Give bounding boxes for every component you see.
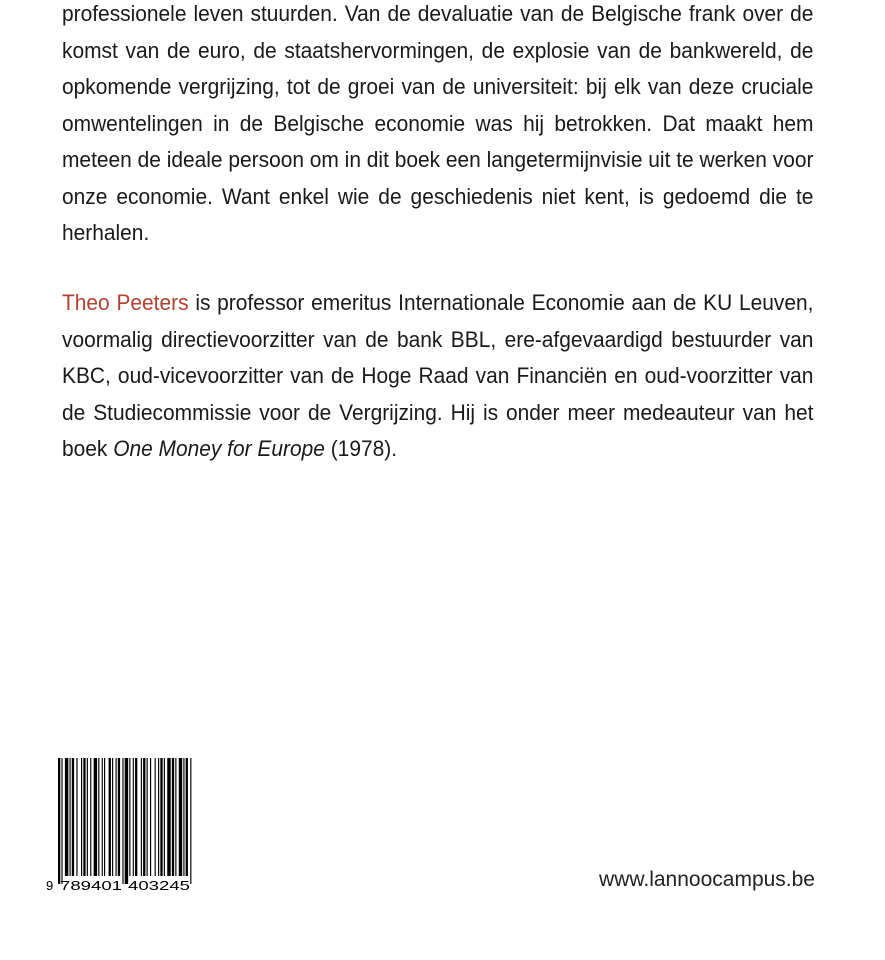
author-name: Theo Peeters [62, 290, 189, 315]
author-bio-paragraph [62, 285, 813, 468]
barcode-bar [112, 758, 113, 876]
barcode-bar [143, 758, 145, 876]
barcode-bar [167, 758, 170, 876]
barcode-bar [70, 758, 71, 876]
barcode-bar [190, 758, 191, 884]
author-bio-text: is professor emeritus Internationale Economie aan de KU Leuven, voormalig directievoorzitter van de bank BBL, ere-afgevaardigd bestuurder van KBC, oud-vicevoorzitter van de Hoge Raad van Financiën en oud-voorzitter van de Studiecommissie voor de Vergrijzing. Hij is onder meer medeauteur van het boek [62, 290, 814, 461]
barcode-bar [118, 758, 120, 876]
book-title: One Money for Europe [113, 436, 325, 461]
barcode-bar [122, 758, 123, 884]
barcode-bar [65, 758, 68, 876]
barcode-bar [61, 758, 62, 884]
barcode-bar [164, 758, 165, 876]
barcode-bar [160, 758, 162, 876]
barcode-digit-prefix: 9 [46, 878, 54, 893]
barcode-bar [125, 758, 128, 884]
barcode-bar [150, 758, 151, 876]
barcode-bar [98, 758, 99, 876]
barcode-bar [58, 758, 60, 884]
barcode-bar [76, 758, 77, 876]
barcode-bar [147, 758, 148, 876]
isbn-barcode [44, 758, 200, 898]
publisher-website: www.lannoocampus.be [599, 868, 815, 891]
barcode-bar [81, 758, 82, 876]
barcode-bar [183, 758, 184, 876]
barcode-bar [155, 758, 156, 876]
barcode-bar [87, 758, 88, 876]
body-paragraph-context: professionele leven stuurden. Van de devaluatie van de Belgische frank over de komst van de euro, de staatshervormingen, de explosie van de bankwereld, de opkomende vergrijzing, tot de groei van de universiteit: bij elk van deze cruciale omwentelingen in de Belgische economie was hij betrokken. Dat maakt hem meteen de ideale persoon om in dit boek een langetermijnvisie uit te werken voor onze economie. Want enkel wie de geschiedenis niet kent, is gedoemd die te herhalen. [62, 1, 814, 245]
barcode-bar [102, 758, 103, 876]
barcode-digits-right: 403245 [128, 878, 190, 893]
barcode-bar [109, 758, 111, 876]
barcode-bar [172, 758, 174, 876]
barcode-bar [72, 758, 74, 876]
barcode-bar [186, 758, 188, 876]
barcode-bar [116, 758, 117, 876]
barcode-bar [135, 758, 137, 876]
barcode-bar [133, 758, 134, 876]
barcode-bar [104, 758, 105, 876]
barcode-bar [158, 758, 159, 876]
barcode-bar [179, 758, 182, 876]
barcode-bar [175, 758, 176, 876]
barcode-bar [90, 758, 91, 876]
barcode-bar [94, 758, 97, 876]
barcode-bar [129, 758, 130, 876]
barcode-digits-left: 789401 [60, 878, 122, 893]
barcode-bar [83, 758, 85, 876]
barcode-bar [141, 758, 142, 876]
author-bio-year: (1978). [324, 436, 398, 461]
